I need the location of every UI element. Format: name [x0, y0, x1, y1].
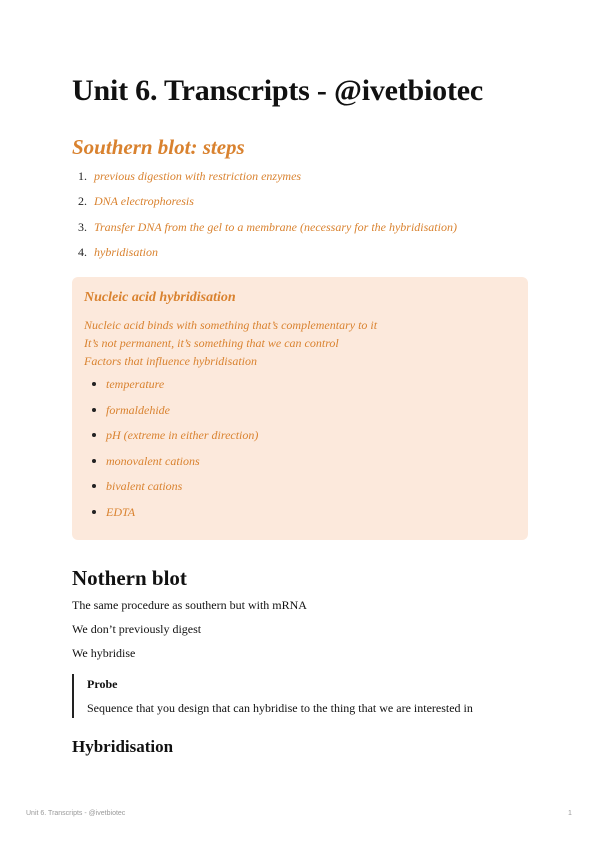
step-text: hybridisation	[94, 244, 159, 259]
list-item	[84, 451, 258, 477]
factor-text: temperature	[106, 377, 165, 391]
probe-text: Sequence that you design that can hybridise to the thing that we are interested in	[87, 701, 473, 715]
factor-text: bivalent cations	[106, 479, 183, 493]
step-item	[72, 191, 457, 216]
step-text: previous digestion with restriction enzymes	[94, 169, 302, 183]
step-item	[72, 242, 457, 267]
probe-title: Probe	[87, 677, 118, 691]
callout-line: It’s not permanent, it’s something that we can control	[84, 336, 339, 350]
page-number: 1	[568, 810, 572, 817]
probe-quote	[72, 674, 530, 718]
page-title: Unit 6. Transcripts - @ivetbiotec	[72, 74, 483, 107]
paragraph: We don’t previously digest	[72, 622, 202, 636]
bullet-icon	[92, 382, 96, 386]
factor-text: EDTA	[106, 504, 136, 519]
bullet-icon	[92, 459, 96, 463]
step-number: 2.	[78, 194, 87, 209]
factor-list	[84, 374, 258, 527]
bullet-icon	[92, 484, 96, 488]
paragraph: The same procedure as southern but with mRNA	[72, 598, 307, 612]
callout-title: Nucleic acid hybridisation	[84, 290, 236, 305]
step-item	[72, 166, 457, 191]
footer-title: Unit 6. Transcripts - @ivetbiotec	[26, 810, 126, 817]
callout-line: Nucleic acid binds with something that’s complementary to it	[84, 318, 378, 332]
list-item	[84, 502, 258, 528]
step-item	[72, 217, 457, 242]
hybridisation-callout	[72, 277, 528, 540]
paragraph: We hybridise	[72, 646, 136, 660]
hybridisation-heading: Hybridisation	[72, 737, 174, 756]
factor-text: formaldehide	[106, 402, 170, 417]
callout-line: Factors that influence hybridisation	[84, 354, 257, 368]
list-item	[84, 425, 258, 451]
bullet-icon	[92, 433, 96, 437]
factor-text: monovalent cations	[106, 453, 200, 468]
step-number: 1.	[78, 169, 87, 183]
list-item	[84, 476, 258, 502]
step-number: 4.	[78, 244, 87, 259]
list-item	[84, 374, 258, 400]
list-item	[84, 400, 258, 426]
step-text: Transfer DNA from the gel to a membrane (necessary for the hybridisation)	[94, 219, 457, 234]
bullet-icon	[92, 510, 96, 514]
southern-blot-heading: Southern blot: steps	[72, 135, 245, 159]
factor-text: pH (extreme in either direction)	[106, 428, 259, 442]
step-text: DNA electrophoresis	[94, 194, 194, 209]
southern-steps-list	[72, 166, 457, 267]
step-number: 3.	[78, 219, 87, 234]
bullet-icon	[92, 408, 96, 412]
northern-blot-heading: Nothern blot	[72, 566, 187, 590]
